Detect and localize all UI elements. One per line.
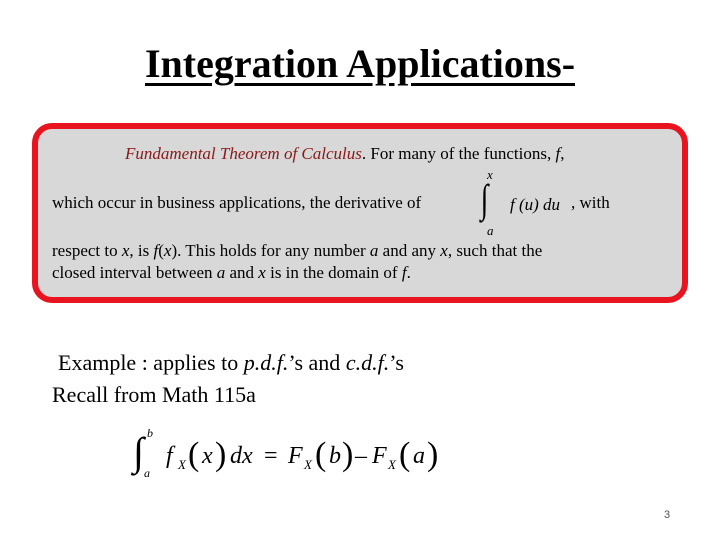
integral-upper-limit: x (487, 167, 493, 182)
formula-a: a (413, 443, 425, 469)
integrand: f (u) du (510, 195, 561, 214)
callout-line-3: respect to x, is f(x). This holds for any number a and any x, such that the (52, 241, 543, 260)
recall-text: Recall from Math 115a (52, 382, 256, 407)
example-text: Example : applies to p.d.f.’s and c.d.f.’s (58, 350, 404, 375)
integral-lower-limit: a (487, 223, 494, 238)
formula-dx: dx (230, 443, 253, 469)
formula-f: f (166, 443, 173, 469)
callout-line-1: Fundamental Theorem of Calculus. For many of the functions, f, (125, 144, 565, 163)
formula-lower-limit: a (144, 466, 150, 480)
formula-b: b (329, 443, 341, 469)
theorem-name: Fundamental Theorem of Calculus (125, 144, 362, 163)
formula-integral-sign: ∫ (133, 429, 144, 474)
callout-line-2-end: , with (571, 193, 610, 212)
integral-sign: ∫ (480, 176, 489, 221)
formula-paren-close-1: ) (215, 436, 227, 473)
cdf-formula (122, 425, 462, 480)
formula-equals: = (264, 443, 278, 469)
formula-x: x (202, 443, 213, 469)
formula-sub-2: X (304, 457, 312, 472)
formula-upper-limit: b (147, 426, 153, 440)
callout-line-2: which occur in business applications, the derivative of (52, 193, 422, 212)
callout-line-4: closed interval between a and x is in the domain of f. (52, 263, 411, 282)
formula-sub-1: X (178, 457, 186, 472)
theorem-callout (32, 123, 688, 303)
formula-paren-close-2: ) (342, 436, 354, 473)
formula-minus: – (355, 443, 367, 469)
formula-F-1: F (288, 443, 303, 469)
page-number: 3 (664, 509, 671, 521)
formula-paren-open-3: ( (399, 436, 411, 473)
formula-paren-open-2: ( (315, 436, 327, 473)
formula-paren-open-1: ( (188, 436, 200, 473)
formula-F-2: F (372, 443, 387, 469)
formula-sub-3: X (388, 457, 396, 472)
slide-title: Integration Applications- (144, 41, 576, 86)
formula-paren-close-3: ) (427, 436, 439, 473)
